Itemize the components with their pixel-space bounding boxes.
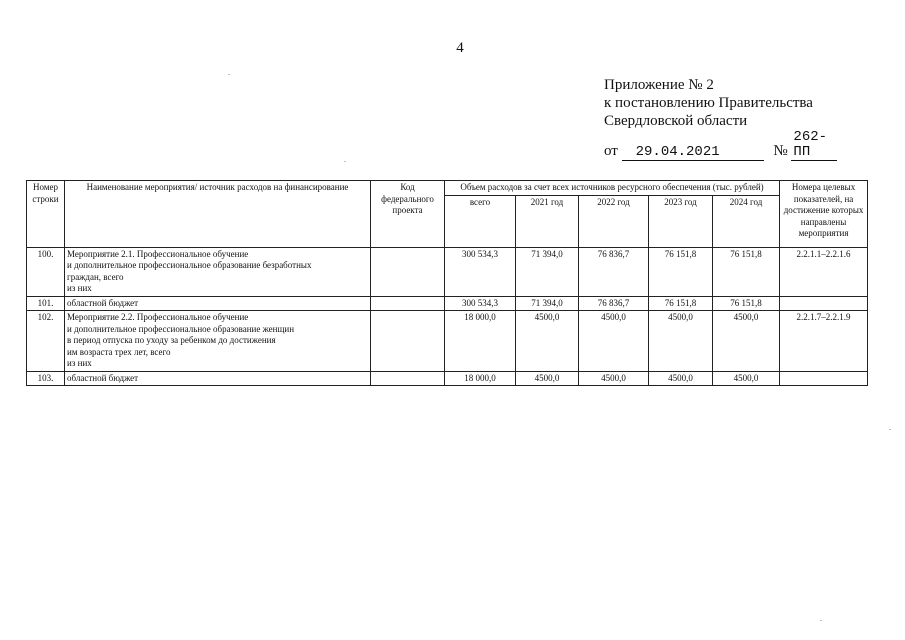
row-number: 103. xyxy=(27,371,65,386)
header-row-1 xyxy=(27,181,868,196)
row-2024: 76 151,8 xyxy=(713,247,780,296)
header-2022: 2022 год xyxy=(579,195,649,247)
row-name xyxy=(65,371,371,386)
row-name xyxy=(65,296,371,311)
row-2023: 76 151,8 xyxy=(649,296,713,311)
appendix-line-region: Свердловской области xyxy=(604,113,748,129)
row-name-line: и дополнительное профессиональное образование безработных xyxy=(67,260,312,270)
header-total: всего xyxy=(445,195,516,247)
row-total: 18 000,0 xyxy=(445,371,516,386)
resolution-date: 29.04.2021 xyxy=(622,145,764,161)
row-targets: 2.2.1.1–2.2.1.6 xyxy=(780,247,868,296)
row-2024: 76 151,8 xyxy=(713,296,780,311)
row-name-line: областной бюджет xyxy=(67,372,139,383)
header-2023: 2023 год xyxy=(649,195,713,247)
row-total: 300 534,3 xyxy=(445,247,516,296)
number-prefix: № xyxy=(773,143,788,159)
date-prefix: от xyxy=(604,143,618,159)
row-name-line: из них xyxy=(67,358,92,368)
row-targets: 2.2.1.7–2.2.1.9 xyxy=(780,311,868,372)
page-number: 4 xyxy=(456,40,464,56)
row-total: 18 000,0 xyxy=(445,311,516,372)
row-name-line: областной бюджет xyxy=(67,297,139,308)
table-row xyxy=(27,371,868,386)
row-code xyxy=(371,311,445,372)
row-name-line: из них xyxy=(67,283,92,293)
row-number: 101. xyxy=(27,296,65,311)
resolution-number: 262-ПП xyxy=(791,130,837,161)
row-name-line: граждан, всего xyxy=(67,271,124,282)
table-row xyxy=(27,296,868,311)
header-2024: 2024 год xyxy=(713,195,780,247)
scan-speck xyxy=(889,429,891,430)
row-2023: 4500,0 xyxy=(649,311,713,372)
header-row-number: Номер строки xyxy=(27,181,65,248)
row-name-line: Мероприятие 2.2. Профессиональное обучение xyxy=(67,312,249,322)
row-name-line: в период отпуска по уходу за ребенком до достижения xyxy=(67,335,276,345)
row-code xyxy=(371,296,445,311)
appendix-line-resolution: к постановлению Правительства xyxy=(604,95,813,111)
row-targets xyxy=(780,371,868,386)
appendix-header xyxy=(604,76,837,161)
row-number: 100. xyxy=(27,247,65,296)
expenditure-table xyxy=(26,180,868,386)
row-2022: 76 836,7 xyxy=(579,247,649,296)
header-2021: 2021 год xyxy=(516,195,579,247)
header-targets: Номера целевых показателей, на достижение которых направлены мероприятия xyxy=(780,181,868,248)
row-name xyxy=(65,247,371,296)
header-name: Наименование мероприятия/ источник расходов на финансирование xyxy=(65,181,371,248)
table-row xyxy=(27,247,868,296)
row-2021: 71 394,0 xyxy=(516,296,579,311)
row-2021: 71 394,0 xyxy=(516,247,579,296)
header-code: Код федерального проекта xyxy=(371,181,445,248)
row-2022: 76 836,7 xyxy=(579,296,649,311)
row-2021: 4500,0 xyxy=(516,371,579,386)
table-row xyxy=(27,311,868,372)
appendix-title: Приложение № 2 xyxy=(604,77,714,93)
row-number: 102. xyxy=(27,311,65,372)
row-name-line: Мероприятие 2.1. Профессиональное обучение xyxy=(67,248,249,259)
row-2023: 76 151,8 xyxy=(649,247,713,296)
scan-speck xyxy=(344,161,346,162)
scan-speck xyxy=(228,74,230,75)
row-code xyxy=(371,247,445,296)
header-volume: Объем расходов за счет всех источников ресурсного обеспечения (тыс. рублей) xyxy=(445,181,780,196)
row-2021: 4500,0 xyxy=(516,311,579,372)
row-name-line: им возраста трех лет, всего xyxy=(67,346,171,357)
row-total: 300 534,3 xyxy=(445,296,516,311)
row-2022: 4500,0 xyxy=(579,311,649,372)
row-code xyxy=(371,371,445,386)
row-name-line: и дополнительное профессиональное образование женщин xyxy=(67,323,295,334)
appendix-date-line xyxy=(604,130,837,161)
row-targets xyxy=(780,296,868,311)
row-name xyxy=(65,311,371,372)
row-2022: 4500,0 xyxy=(579,371,649,386)
scan-speck xyxy=(820,620,822,621)
row-2024: 4500,0 xyxy=(713,311,780,372)
row-2024: 4500,0 xyxy=(713,371,780,386)
row-2023: 4500,0 xyxy=(649,371,713,386)
